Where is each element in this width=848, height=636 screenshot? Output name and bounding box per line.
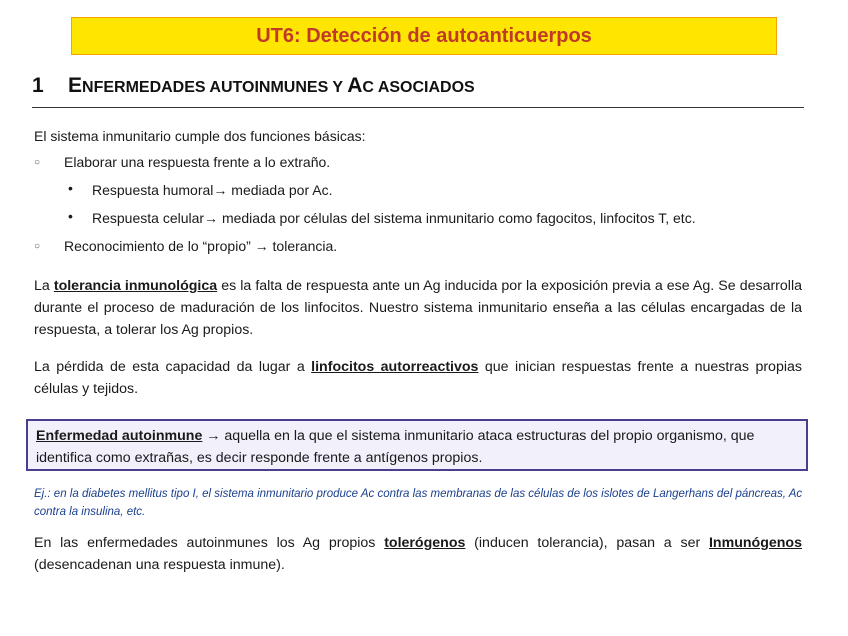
example-note: Ej.: en la diabetes mellitus tipo I, el sistema inmunitario produce Ac contra las membranas de las células de los islotes de Langerhans del páncreas, Ac contra la insulina, etc. — [34, 488, 803, 518]
definition-box — [26, 419, 808, 471]
list-bullet: • — [68, 180, 73, 196]
section-title-part: ASOCIADOS — [377, 79, 475, 96]
section-title-part: NFERMEDADES AUTOINMUNES Y — [82, 79, 348, 96]
paragraph-text: En las enfermedades autoinmunes los Ag propios — [34, 535, 385, 551]
key-term: Enfermedad autoinmune — [36, 428, 203, 444]
document-title: UT6: Detección de autoanticuerpos — [256, 24, 592, 47]
paragraph-text: (inducen tolerancia), pasan a ser — [465, 535, 709, 551]
paragraph-tolerance — [34, 275, 802, 341]
definition-text: → aquella en la que el sistema inmunitario ataca estructuras del propio organismo, que identifica como extrañas, es decir responde frente a antígenos propios. — [36, 428, 755, 466]
section-title-part: E — [68, 74, 83, 97]
key-term: Inmunógenos — [708, 535, 802, 551]
section-title-part: A — [347, 74, 363, 97]
section-title-part: C — [362, 79, 378, 96]
document-title-banner — [71, 17, 777, 55]
paragraph-immunogens — [34, 532, 802, 576]
paragraph-text: La pérdida de esta capacidad da lugar a — [34, 359, 312, 375]
list-bullet: • — [68, 208, 73, 224]
list-bullet: ○ — [34, 241, 41, 252]
list-item: Reconocimiento de lo “propio” → tolerancia. — [64, 238, 338, 254]
key-term: linfocitos autorreactivos — [311, 359, 479, 375]
section-number: 1 — [32, 74, 44, 97]
paragraph-text: es la falta de respuesta ante un Ag inducida por la exposición previa a ese Ag. Se desarrolla durante el proceso de maduración de los linfocitos. Nuestro sistema inmunitario enseña a las células encargadas de la respuesta, a tolerar los Ag propios. — [34, 278, 802, 338]
list-bullet: ○ — [34, 157, 41, 168]
list-item: Elaborar una respuesta frente a lo extraño. — [64, 154, 331, 170]
list-item: Respuesta celular→ mediada por células del sistema inmunitario como fagocitos, linfocitos T, etc. — [92, 210, 696, 226]
paragraph-autoreactive — [34, 356, 802, 400]
paragraph-text: (desencadenan una respuesta inmune). — [34, 557, 285, 573]
intro-text: El sistema inmunitario cumple dos funciones básicas: — [34, 128, 366, 144]
key-term: tolerógenos — [384, 535, 466, 551]
section-heading — [32, 74, 804, 108]
paragraph-text: que inician respuestas frente a nuestras propias células y tejidos. — [34, 359, 802, 397]
key-term: tolerancia inmunológica — [53, 278, 218, 294]
list-item: Respuesta humoral→ mediada por Ac. — [92, 182, 333, 198]
paragraph-text: La — [34, 278, 54, 294]
